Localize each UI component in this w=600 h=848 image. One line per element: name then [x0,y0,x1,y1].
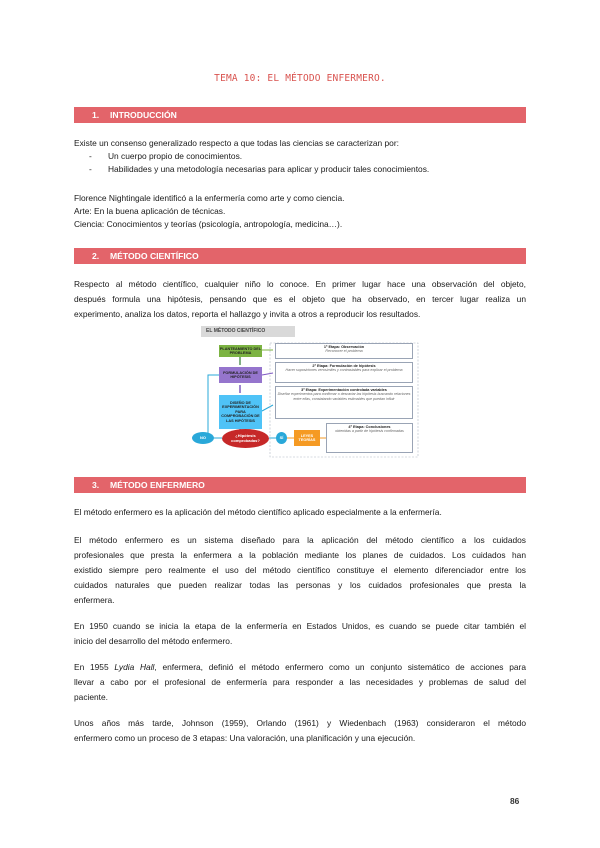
step-2 [275,362,413,383]
enfermero-p2-line: existido siempre pero realmente el uso del método científico constituye el elemento diferenciador entre los [74,565,526,575]
step-1 [275,343,413,359]
box-leyes: LEYES TEORÍAS [294,430,320,446]
page-number: 86 [510,796,520,806]
enfermero-p4-line [74,662,526,673]
intro-bullet: Un cuerpo propio de conocimientos. [108,151,243,161]
section-label: MÉTODO ENFERMERO [110,480,205,490]
box-diseno: DISEÑO DE EXPERIMENTACIÓN PARA COMPROBACIÓN DE LAS HIPÓTESIS [219,395,262,429]
intro-arte [74,206,225,217]
section-number: 1. [92,110,100,120]
enfermero-p2-line: profesionales que presta la enfermera a la población mediante los planes de cuidados. Los cuidados han [74,550,526,560]
diagram-title: EL MÉTODO CIENTÍFICO [201,326,295,337]
box-formulacion: FORMULACIÓN DE HIPÓTESIS [219,367,262,383]
oval-question: ¿Hipótesis comprobadas? [222,429,269,448]
bullet-dash: - [89,164,92,174]
enfermero-p2-line: cuidados naturales que pueden realizar todas las personas y los cuidados profesionales que presta la [74,580,526,590]
cientifico-line: experimento, analiza los datos, reporta el hallazgo y invita a otros a reproducir los resultados. [74,309,421,319]
page-title: TEMA 10: EL MÉTODO ENFERMERO. [214,73,386,84]
step-title: 4ª Etapa: Conclusiones [348,425,391,429]
oval-no: NO [192,432,214,444]
arte-text: En la buena aplicación de técnicas. [91,206,226,216]
step-text: obtenidas a partir de hipótesis confirmadas [335,429,404,434]
scientific-method-diagram [200,325,420,458]
section-header-metodo-cientifico [74,248,526,264]
intro-bullet: Habilidades y una metodología necesarias para aplicar y producir tales conocimientos. [108,164,430,174]
step-4 [326,423,413,453]
step-title: 3ª Etapa: Experimentación controlada variables [301,388,387,392]
cientifico-line: Respecto al método científico, cualquier niño lo conoce. En primer lugar hace una observación del objeto, [74,279,526,289]
box-planteamiento: PLANTEAMIENTO DEL PROBLEMA [219,346,262,355]
enfermero-p3-line: En 1950 cuando se inicia la etapa de la enfermería en Estados Unidos, es cuando se puede citar también el [74,621,526,631]
oval-si: SÍ [276,432,287,444]
intro-lead: Existe un consenso generalizado respecto a que todas las ciencias se caracterizan por: [74,138,399,148]
step-text: Reconocer el problema [325,349,363,354]
p4-name: Lydia Hall [114,662,155,672]
ciencia-text: Conocimientos y teorías (psicología, antropología, medicina…). [104,219,343,229]
step-3 [275,386,413,419]
step-title: 1ª Etapa: Observación [323,345,365,349]
section-number: 3. [92,480,100,490]
section-label: INTRODUCCIÓN [110,110,177,120]
enfermero-p2-line: El método enfermero es un sistema diseñado para la aplicación del método científico a los cuidados [74,535,526,545]
section-header-metodo-enfermero [74,477,526,493]
step-title: 2ª Etapa: Formulación de hipótesis [312,364,376,368]
enfermero-p1: El método enfermero es la aplicación del método científico aplicado especialmente a la enfermería. [74,507,442,517]
section-label: MÉTODO CIENTÍFICO [110,251,199,261]
bullet-dash: - [89,151,92,161]
enfermero-p4-line: paciente. [74,692,108,702]
arrow-line [262,405,273,411]
intro-nightingale: Florence Nightingale identificó a la enfermería como arte y como ciencia. [74,193,345,203]
section-number: 2. [92,251,100,261]
enfermero-p5-line: Unos años más tarde, Johnson (1959), Orlando (1961) y Wiedenbach (1963) consideraron el método [74,718,526,728]
enfermero-p2-line: enfermera. [74,595,115,605]
enfermero-p3-line: inicio del desarrollo del método enfermero. [74,636,233,646]
intro-ciencia [74,219,342,230]
section-header-introduccion [74,107,526,123]
arte-label: Arte: [74,206,92,216]
enfermero-p5-line: enfermero como un proceso de 3 etapas: Una valoración, una planificación y una ejecución. [74,733,416,743]
enfermero-p4-line: llevar a cabo por el profesional de enfermería para responder a las necesidades y problemas de salud del [74,677,526,687]
cientifico-line: después formula una hipótesis, pensando que es el objeto que ha observado, en tercer lugar realiza un [74,294,526,304]
ciencia-label: Ciencia: [74,219,105,229]
step-text: Hacer suposiciones verosímiles y contrastables para explicar el problema [285,368,403,373]
arrow-line [262,373,273,375]
p4-post: , enfermera, definió el método enfermero como un conjunto sistemático de acciones para [154,662,526,672]
p4-pre: En 1955 [74,662,115,672]
step-text: Diseñar experimentos para confirmar o descartar las hipótesis buscando relaciones entre ellas, constatando variables estimables que puedan influir [277,392,411,401]
